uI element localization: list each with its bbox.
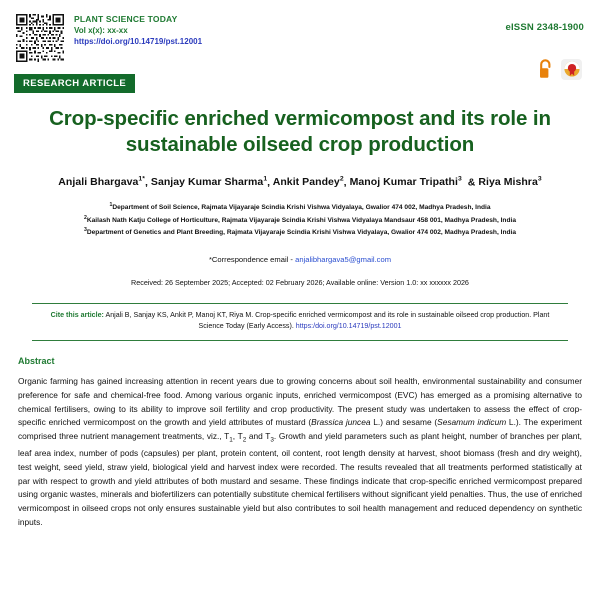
author-affiliation-marker: 1*	[138, 175, 145, 183]
author-separator: ,	[267, 176, 273, 189]
species-name-mustard: Brassica juncea	[311, 417, 371, 428]
affiliation-text: Department of Genetics and Plant Breeding, Rajmata Vijayaraje Scindia Krishi Vishwa Vidyalaya, Gwalior 474 002, Madhya Pradesh, India	[86, 229, 516, 237]
author-affiliation-marker: 1	[263, 175, 268, 183]
author-item[interactable]: Sanjay Kumar Sharma$^1$	[150, 175, 268, 189]
author-separator: ,	[144, 176, 151, 189]
affiliation-text: Department of Soil Science, Rajmata Vijayaraje Scindia Krishi Vishwa Vidyalaya, Gwalior 474 002, Madhya Pradesh, India	[112, 204, 491, 212]
citation-label: Cite this article:	[50, 310, 104, 319]
qr-code-icon	[16, 14, 64, 62]
correspondence-line	[12, 255, 588, 264]
abstract-segment: L.) and sesame (	[370, 417, 438, 428]
journal-doi-link[interactable]: https://doi.org/10.14719/pst.12001	[74, 37, 203, 47]
masthead-badges	[537, 58, 582, 80]
treatment-subscript: 1	[229, 437, 233, 445]
affiliation-marker: 3	[83, 227, 87, 234]
research-article-badge: RESEARCH ARTICLE	[14, 74, 135, 93]
author-list	[12, 176, 588, 189]
journal-info	[74, 12, 202, 48]
affiliation-list	[12, 201, 588, 239]
abstract-segment: . Growth and yield parameters such as plant height, number of branches per plant, leaf area index, number of pods (capsules) per plant, protein content, oil content, root length density at harvest, shoot biomass (fresh and dry weight), test weight, seed yield, straw yield, biological yield and harvest index were recorded. The results revealed that all treatments performed statistically at par with respect to growth and yield attributes of both mustard and sesame. These findings indicate that crop-specific enriched vermicompost prepared using organic wastes, minerals and biofertilizers can potentially substitute chemical fertilisers without significant yield penalties. Thus, the use of enriched vermicompost in oilseed crops not only ensures sustainable yield but also contributes to soil health management and reduced dependency on synthetic inputs.	[18, 431, 582, 528]
correspondence-email-link[interactable]: anjalibhargava5@gmail.com	[295, 254, 392, 264]
open-access-lock-icon	[537, 58, 554, 80]
affiliation-item	[12, 201, 588, 214]
journal-name: PLANT SCIENCE TODAY	[74, 14, 178, 24]
masthead	[12, 0, 588, 62]
citation-text: Anjali B, Sanjay KS, Ankit P, Manoj KT, Riya M. Crop-specific enriched vermicompost and its role in sustainable oilseed crop production. Plant Science Today (Early Access).	[105, 310, 550, 331]
author-affiliation-marker: 3	[537, 175, 542, 183]
eissn-label: eISSN 2348-1900	[505, 22, 584, 33]
treatment-subscript: 3	[270, 437, 274, 445]
citation-box	[32, 303, 568, 341]
author-item[interactable]: Anjali Bhargava$^{1*}$	[58, 175, 145, 189]
affiliation-item	[12, 214, 588, 227]
author-item[interactable]: Ankit Pandey$^2$	[272, 175, 344, 189]
publication-dates: Received: 26 September 2025; Accepted: 02 February 2026; Available online: Version 1.0: xx xxxxxx 2026	[131, 277, 469, 287]
abstract-text	[18, 375, 582, 531]
treatment-subscript: 2	[242, 437, 247, 445]
author-affiliation-marker: 3	[457, 175, 462, 183]
abstract-segment: Organic farming has gained increasing attention in recent years due to growing concerns about soil health, environmental sustainability and consumer preference for safe and chemical-free food. Among various organic inputs, enriched vermicompost (EVC) has emerged as a promising alternative to chemical fertilisers, owing to its ability to improve soil fertility and crop productivity. The present study was undertaken to assess the effect of crop-specific enriched vermicompost on the growth and yield attributes of mustard (	[18, 375, 582, 428]
affiliation-item	[12, 226, 588, 239]
journal-logo-badge-icon	[561, 59, 582, 80]
citation-doi-link[interactable]: https:/doi.org/10.14719/pst.12001	[295, 322, 402, 331]
abstract-segment: , T	[232, 431, 243, 442]
author-item[interactable]: Manoj Kumar Tripathi$^3$	[349, 175, 462, 189]
page-title: Crop-specific enriched vermicompost and its role in sustainable oilseed crop production	[49, 107, 551, 156]
author-affiliation-marker: 2	[339, 175, 344, 183]
affiliation-text: Kailash Nath Katju College of Horticulture, Rajmata Vijayaraje Scindia Krishi Vishwa Vidyalaya Mandsaur 458 001, Madhya Pradesh, India	[86, 216, 516, 224]
author-separator: &	[461, 176, 479, 189]
abstract-heading: Abstract	[18, 355, 55, 366]
abstract-segment: L.). The experiment comprised three nutrient management treatments, viz., T	[18, 417, 582, 442]
author-item[interactable]: Riya Mishra$^3$	[478, 175, 542, 189]
species-name-sesame: Sesamum indicum	[437, 417, 507, 428]
author-separator: ,	[343, 176, 350, 189]
affiliation-marker: 1	[109, 202, 113, 209]
abstract-segment: and T	[246, 431, 271, 442]
journal-volume: Vol x(x): xx-xx	[74, 26, 128, 36]
affiliation-marker: 2	[83, 214, 87, 221]
article-type-row	[12, 73, 588, 93]
correspondence-label: *Correspondence email -	[208, 254, 293, 264]
